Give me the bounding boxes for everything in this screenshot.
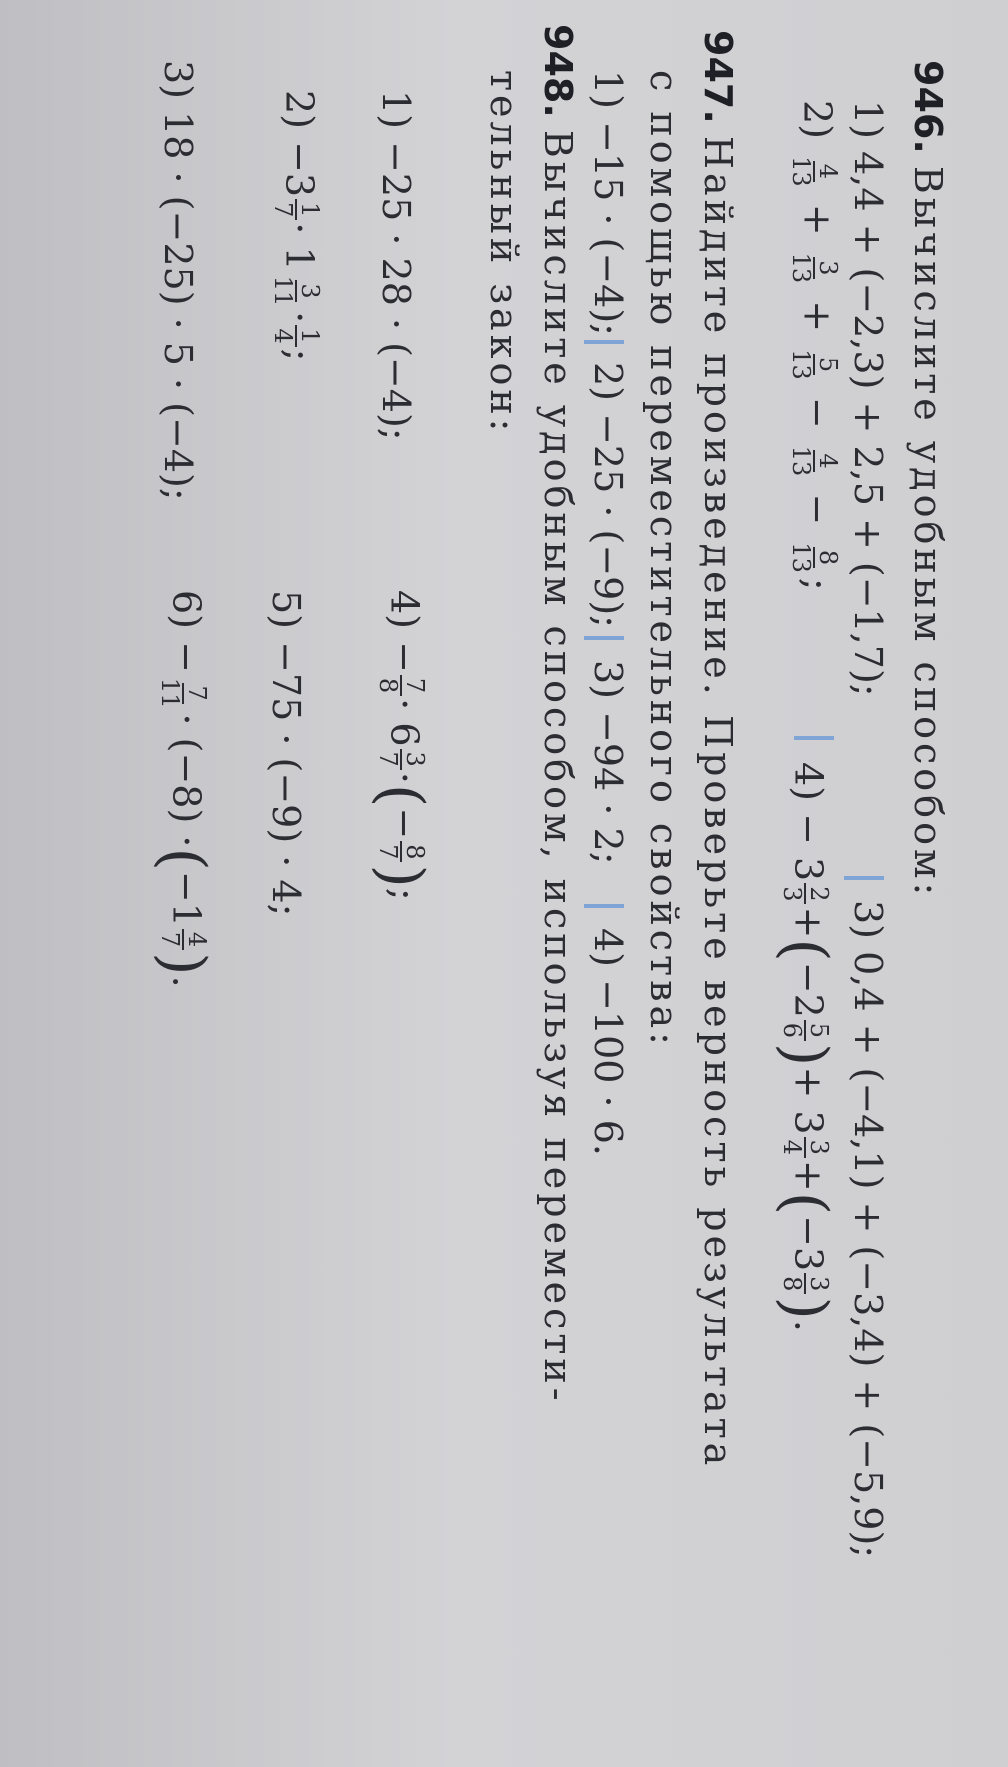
fraction: 8 13 — [786, 542, 842, 573]
fraction: 7 11 — [156, 677, 212, 709]
problem-948-number: 948. — [536, 24, 580, 118]
fraction: 4 13 — [786, 156, 842, 187]
problem-947-title-line-2: с помощью переместительного свойства: — [642, 70, 686, 1049]
problem-948-item-2-label: 2) −3 — [277, 90, 322, 198]
fraction: 1 7 — [270, 199, 322, 220]
problem-946-number: 946. — [906, 60, 950, 154]
problem-947-item-1: 1) −15 · (−4); — [586, 70, 630, 336]
problem-948-item-4: 4) − 7 8 · 6 3 7 ·(− 8 7 ); — [366, 590, 436, 901]
fraction: 3 13 — [786, 252, 842, 284]
problem-946-item-2-tail: ; — [795, 577, 840, 591]
fraction: 4 7 — [157, 929, 209, 950]
problem-948-heading — [536, 24, 580, 1405]
problem-948-title-line-2: тельный закон: — [482, 70, 526, 436]
problem-948-item-5: 5) −75 · (−9) · 4; — [264, 590, 308, 917]
fraction: 5 13 — [786, 349, 842, 380]
problem-947-heading — [696, 30, 740, 1469]
fraction: 1 4 — [270, 325, 322, 346]
problem-948-item-6: 6) − 7 11 · (−8) ·(−1 4 7 ). — [148, 590, 218, 988]
problem-946-item-2-label: 2) — [795, 100, 840, 140]
fraction: 8 7 — [375, 841, 427, 862]
fraction: 3 7 — [375, 749, 427, 770]
problem-946-item-3: 3) 0,4 + (−4,1) + (−3,4) + (−5,9); — [846, 900, 890, 1559]
problem-946-separator-2 — [795, 722, 841, 754]
problem-947-separator-2 — [585, 622, 631, 654]
fraction: 4 13 — [786, 445, 842, 477]
problem-947-separator-3 — [585, 890, 631, 922]
problem-948-item-4-label: 4) − — [382, 590, 427, 673]
fraction: 3 8 — [779, 1273, 831, 1294]
fraction: 3 4 — [779, 1137, 831, 1158]
problem-946-separator — [845, 862, 891, 894]
problem-947-title: Найдите произведение. Проверьте верность результата — [696, 135, 740, 1470]
fraction: 3 11 — [268, 275, 324, 307]
problem-948-item-1: 1) −25 · 28 · (−4); — [374, 90, 418, 441]
problem-946-item-4-label: 4) − — [786, 762, 831, 845]
problem-946-title: Вычислите удобным способом: — [906, 165, 950, 900]
problem-947-item-4: 4) −100 · 6. — [586, 928, 630, 1156]
problem-948-item-6-label: 6) − — [164, 590, 209, 673]
fraction: 7 8 — [375, 675, 427, 696]
problem-946-item-4-tail: . — [786, 1319, 831, 1332]
problem-948-title: Вычислите удобным способом, используя перемести- — [536, 129, 580, 1405]
problem-946-heading — [906, 60, 950, 899]
problem-946-item-1: 1) 4,4 + (−2,3) + 2,5 + (−1,7); — [846, 100, 890, 697]
problem-947-item-2: 2) −25 · (−9); — [586, 362, 630, 628]
problem-946-item-2: 2) 4 13 + 3 13 + 5 13 − 4 13 − 8 13 ; — [786, 100, 842, 591]
problem-946-item-4: 4) − 3 2 3 +(−2 5 6 )+ 3 3 4 +(−3 3 8 ). — [770, 762, 840, 1332]
fraction: 5 6 — [779, 1020, 831, 1041]
problem-947-separator-1 — [585, 326, 631, 358]
fraction: 2 3 — [779, 883, 831, 904]
problem-948-item-3: 3) 18 · (−25) · 5 · (−4); — [156, 60, 200, 501]
problem-948-item-2: 2) −3 1 7 · 1 3 11 · 1 4 ; — [268, 90, 324, 362]
problem-947-number: 947. — [696, 30, 740, 124]
problem-947-item-3: 3) −94 · 2; — [586, 660, 630, 865]
